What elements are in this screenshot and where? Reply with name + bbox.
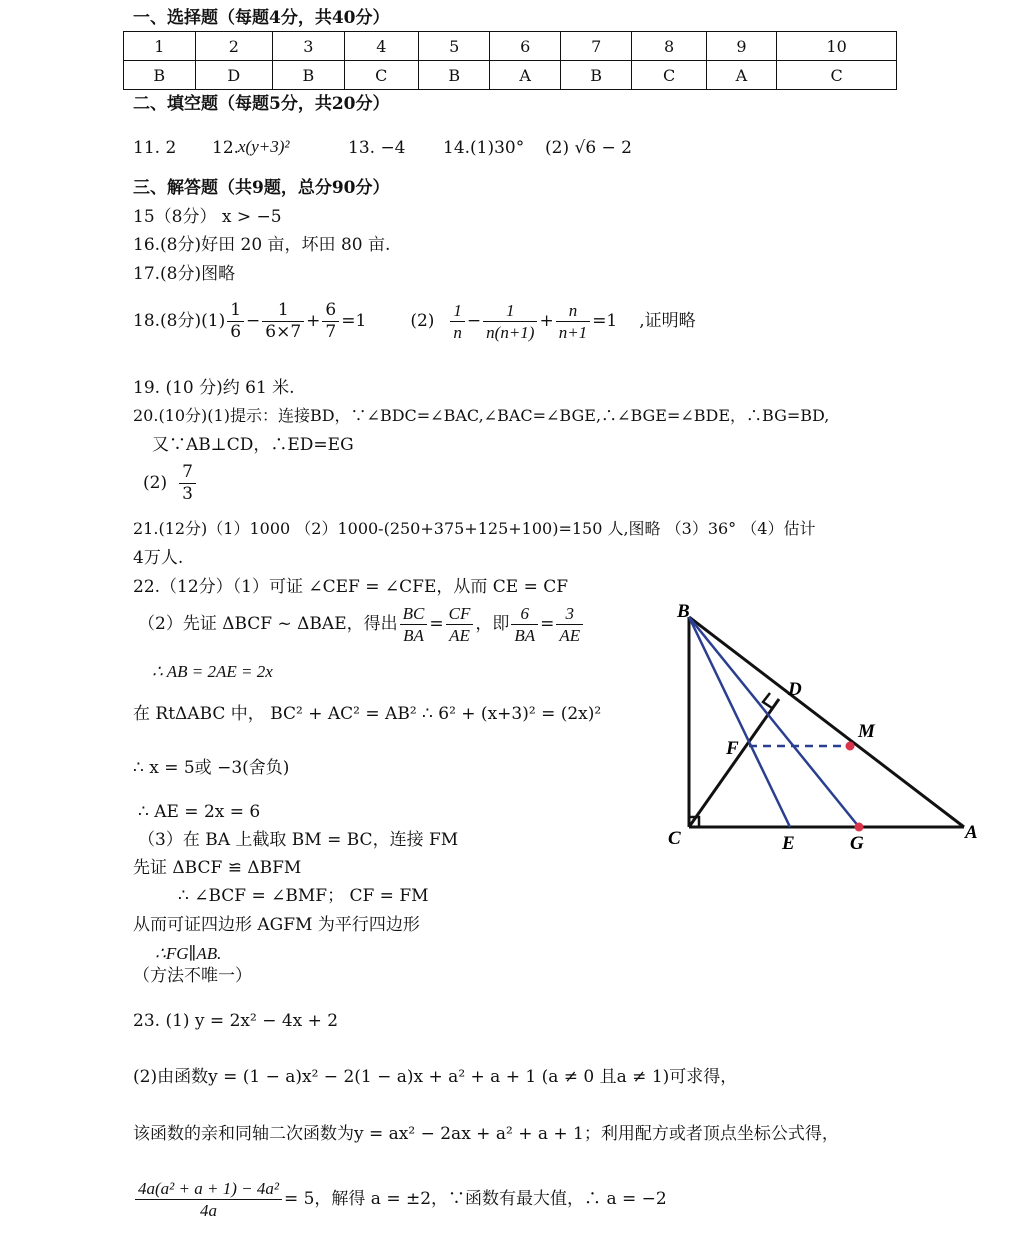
fraction bbox=[446, 603, 474, 647]
numerator: 1 bbox=[450, 300, 465, 322]
operator: + bbox=[539, 311, 554, 332]
answer-q23-1: 23. (1) y = 2x² − 4x + 2 bbox=[133, 1011, 339, 1031]
denominator: 3 bbox=[182, 484, 193, 505]
denominator: BA bbox=[514, 626, 536, 646]
table-cell: 7 bbox=[560, 32, 632, 61]
answer-q22-ab: ∴ AB = 2AE = 2x bbox=[152, 662, 273, 681]
q22-2-text: （2）先证 ΔBCF ~ ΔBAE，得出 bbox=[138, 614, 398, 635]
fraction bbox=[400, 603, 428, 647]
table-cell: 5 bbox=[418, 32, 490, 61]
point-m bbox=[846, 742, 855, 751]
fraction bbox=[179, 462, 196, 506]
answer-q19: 19. (10 分)约 61 米. bbox=[133, 378, 295, 398]
answer-q22-line1: 22.（12分）（1）可证 ∠CEF = ∠CFE，从而 CE = CF bbox=[133, 577, 569, 597]
table-cell: A bbox=[706, 61, 776, 90]
table-cell: B bbox=[273, 61, 345, 90]
section3-title: 三、解答题（共9题，总分90分） bbox=[133, 178, 390, 198]
fraction bbox=[556, 603, 583, 647]
label-d: D bbox=[788, 679, 802, 700]
fraction bbox=[511, 603, 538, 647]
answer-q21-line2: 4万人. bbox=[133, 548, 184, 568]
table-cell: B bbox=[124, 61, 196, 90]
answer-q21-line1: 21.(12分)（1）1000 （2）1000-(250+375+125+100)=150 人,图略 （3）36° （4）估计 bbox=[133, 519, 816, 538]
table-cell: D bbox=[195, 61, 273, 90]
answer-q23-3: 该函数的亲和同轴二次函数为y = ax² − 2ax + a² + a + 1；利用配方或者顶点坐标公式得， bbox=[133, 1124, 839, 1144]
answer-q16: 16.(8分)好田 20 亩，坏田 80 亩. bbox=[133, 235, 391, 255]
segment-cd bbox=[689, 699, 779, 827]
denominator: 6 bbox=[230, 322, 242, 343]
q18-tail: ,证明略 bbox=[639, 311, 696, 332]
answer-q22-3f: （方法不唯一） bbox=[133, 966, 252, 986]
fraction bbox=[322, 300, 339, 344]
answer-q18 bbox=[133, 300, 696, 344]
table-cell: B bbox=[418, 61, 490, 90]
answer-q12: x(y+3)² bbox=[238, 137, 290, 156]
numerator: 4a(a² + a + 1) − 4a² bbox=[135, 1178, 282, 1200]
answer-q22-rt: 在 RtΔABC 中， BC² + AC² = AB² ∴ 6² + (x+3)² = (2x)² bbox=[133, 704, 602, 724]
numerator: 6 bbox=[322, 300, 339, 322]
denominator: 4a bbox=[199, 1201, 217, 1221]
denominator: AE bbox=[559, 626, 581, 646]
triangle-figure bbox=[660, 595, 990, 855]
operator: − bbox=[246, 311, 261, 332]
answer-q14-2: (2) √6 − 2 bbox=[545, 138, 633, 158]
section1-title: 一、选择题（每题4分，共40分） bbox=[133, 8, 390, 28]
operator: + bbox=[306, 311, 321, 332]
q18-2-label: (2) bbox=[410, 311, 435, 332]
label-e: E bbox=[782, 833, 795, 854]
answer-q15: 15（8分） x > −5 bbox=[133, 207, 282, 227]
answer-table bbox=[123, 31, 897, 90]
answer-q22-2: （2）先证 ΔBCF ~ ΔBAE，得出 $\frac{BC}{BA}$ = $\frac{CF}{AE}$ ，即 $\frac{6}{BA}$ = $\frac{3}{AE}$ bbox=[138, 603, 585, 647]
denominator: n bbox=[453, 323, 462, 343]
answer-q12-label: 12. bbox=[212, 138, 240, 158]
denominator: BA bbox=[403, 626, 424, 646]
denominator: n+1 bbox=[558, 323, 588, 343]
fraction bbox=[262, 300, 304, 344]
point-g bbox=[855, 823, 864, 832]
table-cell: 8 bbox=[632, 32, 706, 61]
operator: − bbox=[466, 311, 482, 332]
label-b: B bbox=[677, 601, 690, 622]
numerator: 1 bbox=[227, 300, 244, 322]
answer-table-answers-row bbox=[124, 61, 897, 90]
answer-table-numbers-row bbox=[124, 32, 897, 61]
numerator: 1 bbox=[262, 300, 304, 322]
fraction bbox=[450, 300, 465, 344]
answer-q22-3: （3）在 BA 上截取 BM = BC，连接 FM bbox=[138, 830, 459, 850]
denominator: 6×7 bbox=[265, 322, 302, 343]
table-cell: C bbox=[777, 61, 897, 90]
fraction bbox=[135, 1178, 282, 1222]
q23-tail: = 5，解得 a = ±2，∵函数有最大值，∴ a = −2 bbox=[283, 1189, 667, 1210]
answer-q23-4 bbox=[133, 1178, 667, 1222]
table-cell: A bbox=[490, 61, 560, 90]
answer-q22-3c: ∴ ∠BCF = ∠BMF； CF = FM bbox=[178, 886, 429, 906]
equals: =1 bbox=[592, 311, 618, 332]
table-cell: 1 bbox=[124, 32, 196, 61]
segment-ab bbox=[689, 617, 964, 827]
label-m: M bbox=[858, 721, 875, 742]
answer-q20-line2: 又∵AB⊥CD，∴ED=EG bbox=[152, 435, 354, 455]
fraction bbox=[483, 300, 537, 344]
label-c: C bbox=[668, 828, 681, 849]
answer-q11: 11. 2 bbox=[133, 138, 177, 158]
section2-title: 二、填空题（每题5分，共20分） bbox=[133, 94, 390, 114]
label-a: A bbox=[965, 822, 978, 843]
answer-q14-1: 14.(1)30° bbox=[443, 138, 525, 158]
table-cell: 2 bbox=[195, 32, 273, 61]
answer-q22-3e: ∴FG∥AB. bbox=[155, 944, 222, 963]
table-cell: C bbox=[632, 61, 706, 90]
answer-q22-ae: ∴ AE = 2x = 6 bbox=[138, 802, 261, 822]
label-g: G bbox=[850, 833, 864, 854]
table-cell: C bbox=[344, 61, 418, 90]
table-cell: 3 bbox=[273, 32, 345, 61]
numerator: 7 bbox=[179, 462, 196, 484]
fraction bbox=[227, 300, 244, 344]
table-cell: B bbox=[560, 61, 632, 90]
answer-q23-2: (2)由函数y = (1 − a)x² − 2(1 − a)x + a² + a + 1 (a ≠ 0 且a ≠ 1)可求得， bbox=[133, 1067, 738, 1087]
denominator: 7 bbox=[325, 322, 337, 343]
right-angle-d bbox=[763, 693, 772, 708]
q22-2-mid: ，即 bbox=[475, 614, 510, 635]
table-cell: 9 bbox=[706, 32, 776, 61]
numerator: 3 bbox=[556, 603, 583, 625]
denominator: n(n+1) bbox=[486, 323, 535, 343]
table-cell: 4 bbox=[344, 32, 418, 61]
q18-label: 18.(8分)(1) bbox=[133, 311, 226, 332]
answer-q17: 17.(8分)图略 bbox=[133, 264, 236, 284]
answer-q20-2 bbox=[143, 462, 198, 506]
numerator: n bbox=[556, 300, 590, 322]
answer-q22-3d: 从而可证四边形 AGFM 为平行四边形 bbox=[133, 915, 420, 935]
label-f: F bbox=[726, 738, 739, 759]
table-cell: 10 bbox=[777, 32, 897, 61]
answer-q20-line1: 20.(10分)(1)提示：连接BD，∵∠BDC=∠BAC,∠BAC=∠BGE,∴∠BGE=∠BDE，∴BG=BD, bbox=[133, 406, 830, 425]
equals: =1 bbox=[341, 311, 367, 332]
numerator: CF bbox=[446, 603, 474, 625]
numerator: 1 bbox=[483, 300, 537, 322]
numerator: 6 bbox=[511, 603, 538, 625]
answer-q22-x: ∴ x = 5或 −3(舍负) bbox=[133, 758, 290, 778]
numerator: BC bbox=[400, 603, 428, 625]
q20-2-label: (2) bbox=[143, 473, 168, 494]
fraction bbox=[556, 300, 590, 344]
answer-q22-3b: 先证 ΔBCF ≌ ΔBFM bbox=[133, 858, 302, 878]
answer-q13: 13. −4 bbox=[348, 138, 406, 158]
table-cell: 6 bbox=[490, 32, 560, 61]
denominator: AE bbox=[449, 626, 470, 646]
